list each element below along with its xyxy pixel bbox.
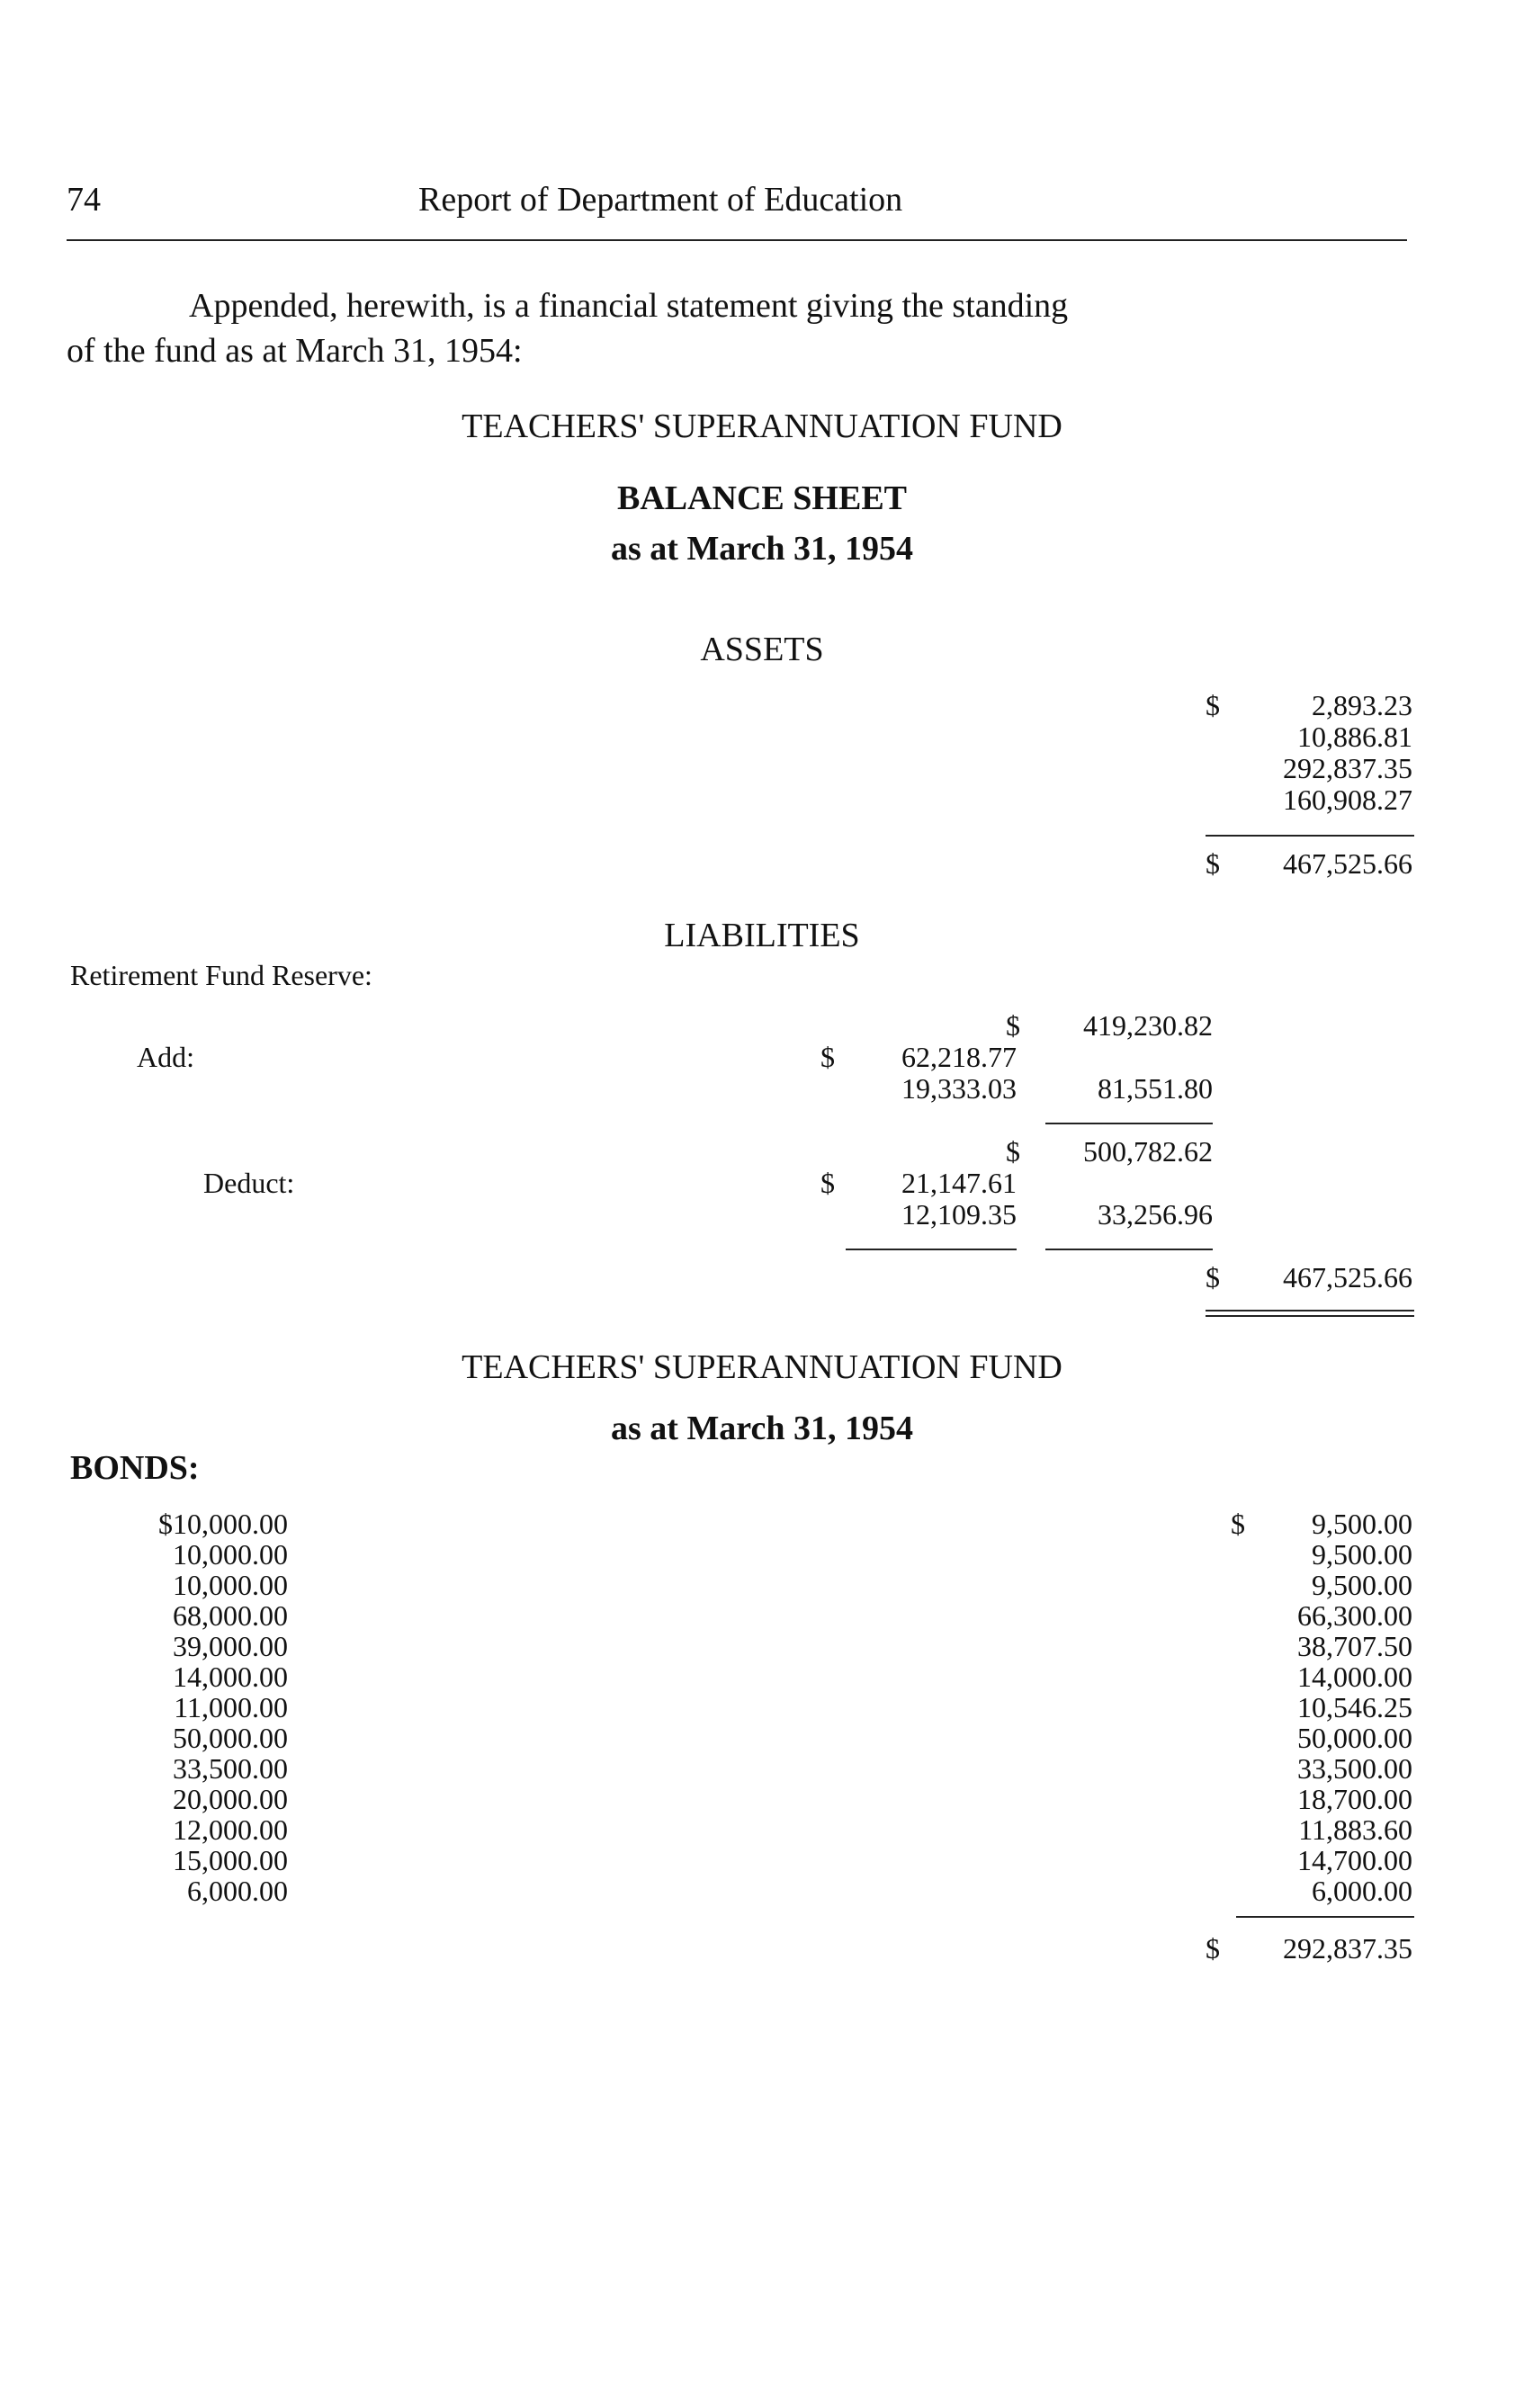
bonds-subtitle: as at March 31, 1954: [611, 1410, 913, 1447]
deduct-amount-rule: [846, 1249, 1017, 1250]
intro-line-2: of the fund as at March 31, 1954:: [67, 332, 523, 370]
asset-currency: $: [1206, 689, 1220, 721]
bond-face-value: 14,000.00: [173, 1661, 288, 1693]
bond-value: 9,500.00: [1312, 1569, 1412, 1601]
bonds-total-amount: 292,837.35: [1283, 1932, 1412, 1965]
fund-title: TEACHERS' SUPERANNUATION FUND: [462, 407, 1062, 445]
pensions-amount: 21,147.61: [901, 1167, 1017, 1199]
interest-subtotal: 81,551.80: [1098, 1072, 1213, 1105]
gross-total-currency: $: [1006, 1135, 1020, 1168]
bond-face-value: 15,000.00: [173, 1844, 288, 1876]
contributions-currency: $: [820, 1041, 835, 1073]
asset-amount: 2,893.23: [1312, 689, 1412, 721]
intro-line-1: Appended, herewith, is a financial statement giving the standing: [189, 287, 1069, 325]
pensions-currency: $: [820, 1167, 835, 1199]
bond-face-value: 33,500.00: [173, 1752, 288, 1785]
balance-1954-currency: $: [1206, 1261, 1220, 1294]
assets-total-row: [0, 847, 1524, 883]
page-header-title: Report of Department of Education: [418, 181, 903, 219]
bond-value: 6,000.00: [1312, 1875, 1412, 1907]
page-number: 74: [67, 181, 101, 219]
bond-face-value: 10,000.00: [173, 1538, 288, 1571]
bond-value: 11,883.60: [1298, 1813, 1412, 1846]
deduct-subtotal-rule: [1045, 1249, 1213, 1250]
bond-face-value: 6,000.00: [187, 1875, 288, 1907]
balance-1953-currency: $: [1006, 1009, 1020, 1042]
bond-value: 38,707.50: [1297, 1630, 1412, 1662]
interest-row: [0, 1072, 1524, 1108]
deduct-label: Deduct:: [203, 1167, 295, 1199]
balance-1954-amount: 467,525.66: [1283, 1261, 1412, 1294]
bond-face-value: 12,000.00: [173, 1813, 288, 1846]
bond-value: 14,000.00: [1297, 1661, 1412, 1693]
bond-face-value: $10,000.00: [158, 1508, 288, 1540]
bond-currency: $: [1231, 1508, 1245, 1540]
assets-heading: ASSETS: [700, 631, 824, 668]
bond-face-value: 10,000.00: [173, 1569, 288, 1601]
contributions-row: [0, 1041, 1524, 1077]
balance-1953-amount: 419,230.82: [1083, 1009, 1213, 1042]
bond-value: 33,500.00: [1297, 1752, 1412, 1785]
bonds-total-row: [0, 1932, 1524, 1968]
bond-value: 66,300.00: [1297, 1599, 1412, 1632]
pensions-row: [0, 1167, 1524, 1203]
bond-face-value: 68,000.00: [173, 1599, 288, 1632]
header-rule: [67, 239, 1407, 241]
bond-value: 14,700.00: [1297, 1844, 1412, 1876]
assets-total-rule: [1206, 835, 1414, 837]
bonds-fund-title: TEACHERS' SUPERANNUATION FUND: [462, 1348, 1062, 1386]
gross-total-rule: [1045, 1123, 1213, 1124]
balance-1954-rule-1: [1206, 1310, 1414, 1311]
gross-total-row: [0, 1135, 1524, 1171]
bond-value: 9,500.00: [1312, 1538, 1412, 1571]
bond-face-value: 11,000.00: [174, 1691, 288, 1723]
bond-value: 10,546.25: [1297, 1691, 1412, 1723]
add-label: Add:: [137, 1041, 194, 1073]
bond-face-value: 50,000.00: [173, 1722, 288, 1754]
interest-amount: 19,333.03: [901, 1072, 1017, 1105]
contributions-amount: 62,218.77: [901, 1041, 1017, 1073]
asset-amount: 160,908.27: [1283, 783, 1412, 816]
asset-amount: 10,886.81: [1297, 721, 1412, 753]
bond-face-value: 39,000.00: [173, 1630, 288, 1662]
asset-row: [0, 752, 1524, 788]
reserve-label: Retirement Fund Reserve:: [70, 959, 372, 991]
balance-sheet-subtitle: as at March 31, 1954: [611, 530, 913, 568]
bonds-total-currency: $: [1206, 1932, 1220, 1965]
balance-1953-row: [0, 1009, 1524, 1045]
liabilities-heading: LIABILITIES: [664, 917, 860, 954]
bonds-total-rule: [1236, 1916, 1414, 1918]
gross-total-amount: 500,782.62: [1083, 1135, 1213, 1168]
bond-face-value: 20,000.00: [173, 1783, 288, 1815]
asset-row: [0, 689, 1524, 725]
asset-amount: 292,837.35: [1283, 752, 1412, 784]
asset-row: [0, 783, 1524, 819]
bond-row: [0, 1875, 1524, 1911]
refund-subtotal: 33,256.96: [1098, 1198, 1213, 1231]
refund-amount: 12,109.35: [901, 1198, 1017, 1231]
bonds-heading: BONDS:: [70, 1449, 200, 1487]
assets-total-amount: 467,525.66: [1283, 847, 1412, 880]
refund-row: [0, 1198, 1524, 1234]
asset-row: [0, 721, 1524, 756]
bond-value: 50,000.00: [1297, 1722, 1412, 1754]
bond-value: 18,700.00: [1297, 1783, 1412, 1815]
balance-1954-rule-2: [1206, 1315, 1414, 1317]
balance-sheet-title: BALANCE SHEET: [616, 479, 908, 517]
assets-total-currency: $: [1206, 847, 1220, 880]
bond-value: 9,500.00: [1312, 1508, 1412, 1540]
balance-1954-row: [0, 1261, 1524, 1297]
